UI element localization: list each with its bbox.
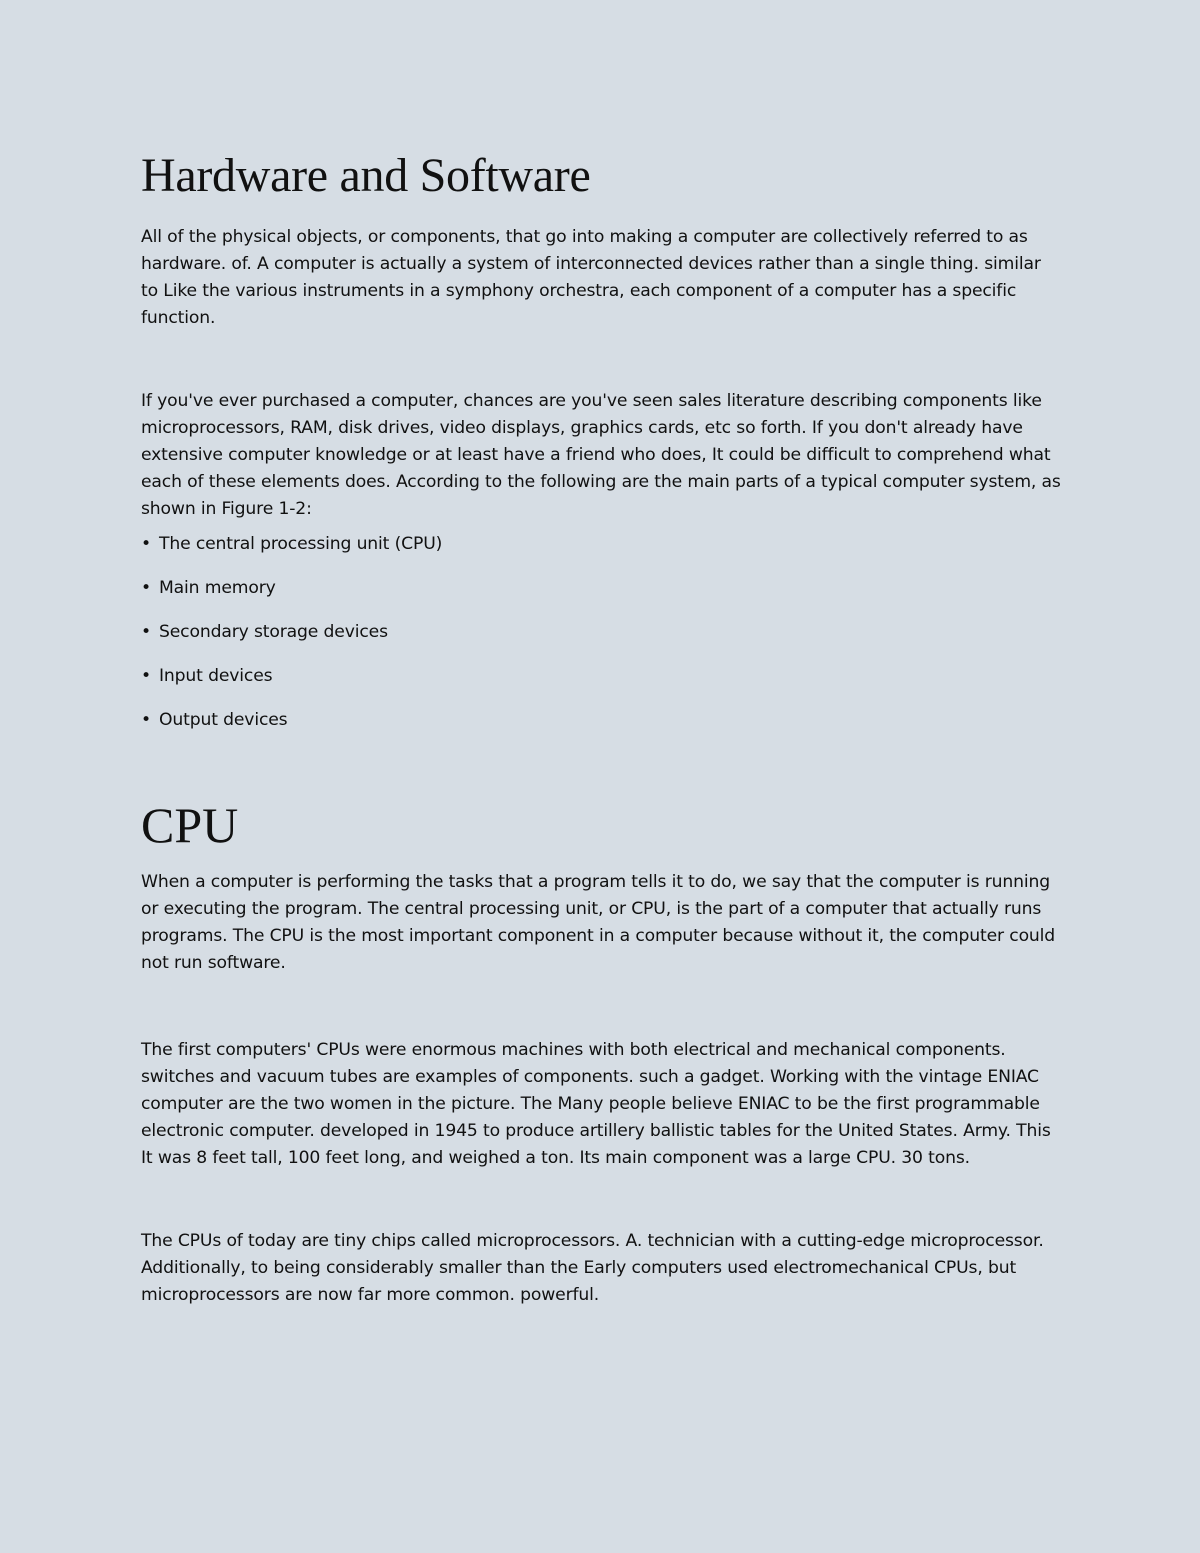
list-item <box>141 531 1061 575</box>
list-item <box>141 619 1061 663</box>
bullet-icon: • <box>141 666 151 686</box>
list-item-label: Main memory <box>159 578 276 598</box>
bullet-icon: • <box>141 710 151 730</box>
list-item-label: Input devices <box>159 666 273 686</box>
list-item <box>141 707 1061 751</box>
list-item-label: Output devices <box>159 710 288 730</box>
paragraph-hardware-definition: All of the physical objects, or components, that go into making a computer are collectively referred to as hardware. of. A computer is actually a system of interconnected devices rather than a single thing. similar to Like the various instruments in a symphony orchestra, each component of a computer has a specific function. <box>141 227 1041 328</box>
paragraph-cpu-definition: When a computer is performing the tasks that a program tells it to do, we say that the computer is running or executing the program. The central processing unit, or CPU, is the part of a computer that actually runs programs. The CPU is the most important component in a computer because without it, the computer could not run software. <box>141 872 1056 973</box>
bullet-icon: • <box>141 534 151 554</box>
section-title-hardware-software: Hardware and Software <box>141 149 591 202</box>
component-list <box>141 531 1061 751</box>
section-title-cpu: CPU <box>141 797 239 853</box>
list-item-label: The central processing unit (CPU) <box>159 534 443 554</box>
list-item <box>141 663 1061 707</box>
list-item-label: Secondary storage devices <box>159 622 388 642</box>
bullet-icon: • <box>141 578 151 598</box>
paragraph-components-intro: If you've ever purchased a computer, chances are you've seen sales literature describing components like microprocessors, RAM, disk drives, video displays, graphics cards, etc so forth. If you don't already have extensive computer knowledge or at least have a friend who does, It could be difficult to comprehend what each of these elements does. According to the following are the main parts of a typical computer system, as shown in Figure 1-2: <box>141 391 1061 519</box>
bullet-icon: • <box>141 622 151 642</box>
list-item <box>141 575 1061 619</box>
paragraph-microprocessors: The CPUs of today are tiny chips called microprocessors. A. technician with a cutting-edge microprocessor. Additionally, to being considerably smaller than the Early computers used electromechanical CPUs, but microprocessors are now far more common. powerful. <box>141 1231 1044 1305</box>
paragraph-eniac-history: The first computers' CPUs were enormous machines with both electrical and mechanical components. switches and vacuum tubes are examples of components. such a gadget. Working with the vintage ENIAC computer are the two women in the picture. The Many people believe ENIAC to be the first programmable electronic computer. developed in 1945 to produce artillery ballistic tables for the United States. Army. This It was 8 feet tall, 100 feet long, and weighed a ton. Its main component was a large CPU. 30 tons. <box>141 1040 1051 1168</box>
document-content <box>141 140 1061 1309</box>
